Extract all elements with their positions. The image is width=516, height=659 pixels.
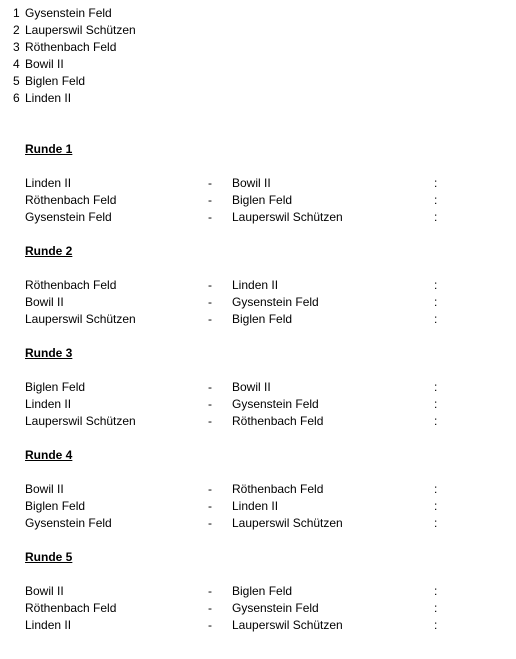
score-marker: : <box>434 516 438 530</box>
match-row <box>25 413 438 430</box>
team-name: Linden II <box>25 91 72 105</box>
round-title: Runde 1 <box>25 142 73 156</box>
match-separator: - <box>208 584 212 598</box>
home-team: Röthenbach Feld <box>25 193 117 207</box>
away-team: Biglen Feld <box>232 584 293 598</box>
match-row <box>25 379 438 396</box>
away-team: Lauperswil Schützen <box>232 618 343 632</box>
match-row <box>25 617 438 634</box>
match-row <box>25 294 438 311</box>
round-title: Runde 4 <box>25 448 73 462</box>
match-row <box>25 481 438 498</box>
team-number: 2 <box>13 23 20 37</box>
away-team: Gysenstein Feld <box>232 601 319 615</box>
round-block <box>25 447 438 532</box>
away-team: Biglen Feld <box>232 312 293 326</box>
team-number: 4 <box>13 57 20 71</box>
score-marker: : <box>434 482 438 496</box>
match-separator: - <box>208 380 212 394</box>
score-marker: : <box>434 414 438 428</box>
team-name: Bowil II <box>25 57 64 71</box>
home-team: Linden II <box>25 618 72 632</box>
match-row <box>25 175 438 192</box>
team-number: 6 <box>13 91 20 105</box>
match-separator: - <box>208 278 212 292</box>
home-team: Linden II <box>25 397 72 411</box>
away-team: Gysenstein Feld <box>232 397 319 411</box>
match-separator: - <box>208 176 212 190</box>
round-title: Runde 2 <box>25 244 73 258</box>
home-team: Linden II <box>25 176 72 190</box>
home-team: Bowil II <box>25 482 64 496</box>
match-row <box>25 192 438 209</box>
team-number: 5 <box>13 74 20 88</box>
match-separator: - <box>208 601 212 615</box>
home-team: Gysenstein Feld <box>25 210 112 224</box>
score-marker: : <box>434 193 438 207</box>
match-row <box>25 396 438 413</box>
match-separator: - <box>208 414 212 428</box>
away-team: Linden II <box>232 278 279 292</box>
away-team: Linden II <box>232 499 279 513</box>
score-marker: : <box>434 601 438 615</box>
match-separator: - <box>208 397 212 411</box>
home-team: Röthenbach Feld <box>25 278 117 292</box>
match-separator: - <box>208 210 212 224</box>
score-marker: : <box>434 397 438 411</box>
score-marker: : <box>434 380 438 394</box>
home-team: Bowil II <box>25 584 64 598</box>
round-block <box>25 345 438 430</box>
match-row <box>25 498 438 515</box>
away-team: Lauperswil Schützen <box>232 516 343 530</box>
match-separator: - <box>208 193 212 207</box>
match-row <box>25 277 438 294</box>
team-name: Gysenstein Feld <box>25 6 112 20</box>
team-name: Lauperswil Schützen <box>25 23 136 37</box>
match-row <box>25 583 438 600</box>
match-list <box>25 481 438 532</box>
away-team: Biglen Feld <box>232 193 293 207</box>
team-name: Röthenbach Feld <box>25 40 117 54</box>
home-team: Röthenbach Feld <box>25 601 117 615</box>
team-list-item <box>13 56 136 73</box>
round-block <box>25 141 438 226</box>
match-separator: - <box>208 499 212 513</box>
home-team: Biglen Feld <box>25 499 86 513</box>
away-team: Röthenbach Feld <box>232 482 324 496</box>
match-separator: - <box>208 618 212 632</box>
home-team: Biglen Feld <box>25 380 86 394</box>
match-separator: - <box>208 312 212 326</box>
team-name: Biglen Feld <box>25 74 86 88</box>
match-row <box>25 311 438 328</box>
round-title: Runde 5 <box>25 550 73 564</box>
score-marker: : <box>434 499 438 513</box>
home-team: Lauperswil Schützen <box>25 414 136 428</box>
match-row <box>25 515 438 532</box>
team-list-item <box>13 5 136 22</box>
score-marker: : <box>434 584 438 598</box>
match-list <box>25 583 438 634</box>
match-row <box>25 600 438 617</box>
match-row <box>25 209 438 226</box>
round-block <box>25 549 438 634</box>
team-number: 1 <box>13 6 20 20</box>
away-team: Gysenstein Feld <box>232 295 319 309</box>
match-list <box>25 175 438 226</box>
away-team: Röthenbach Feld <box>232 414 324 428</box>
match-separator: - <box>208 482 212 496</box>
score-marker: : <box>434 312 438 326</box>
home-team: Gysenstein Feld <box>25 516 112 530</box>
team-list-item <box>13 73 136 90</box>
score-marker: : <box>434 278 438 292</box>
match-separator: - <box>208 295 212 309</box>
round-schedule <box>25 141 438 651</box>
away-team: Lauperswil Schützen <box>232 210 343 224</box>
score-marker: : <box>434 618 438 632</box>
home-team: Bowil II <box>25 295 64 309</box>
away-team: Bowil II <box>232 176 271 190</box>
round-block <box>25 243 438 328</box>
score-marker: : <box>434 176 438 190</box>
home-team: Lauperswil Schützen <box>25 312 136 326</box>
score-marker: : <box>434 295 438 309</box>
score-marker: : <box>434 210 438 224</box>
team-list <box>13 5 136 107</box>
match-list <box>25 379 438 430</box>
team-list-item <box>13 22 136 39</box>
team-list-item <box>13 39 136 56</box>
team-number: 3 <box>13 40 20 54</box>
round-title: Runde 3 <box>25 346 73 360</box>
match-list <box>25 277 438 328</box>
away-team: Bowil II <box>232 380 271 394</box>
match-separator: - <box>208 516 212 530</box>
team-list-item <box>13 90 136 107</box>
